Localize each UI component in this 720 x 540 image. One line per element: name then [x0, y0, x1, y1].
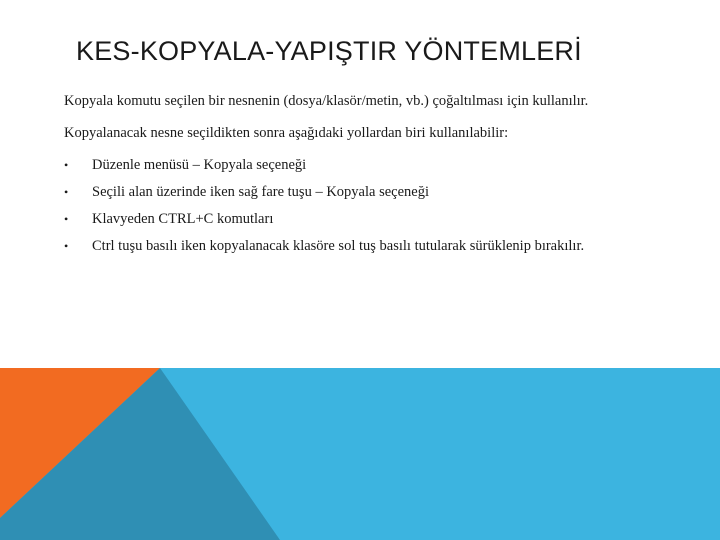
bullet-item: [64, 183, 624, 201]
slide-title: KES-KOPYALA-YAPIŞTIR YÖNTEMLERİ: [76, 36, 582, 66]
bullet-list: [64, 156, 624, 255]
bullet-item: [64, 237, 624, 255]
bullet-icon: •: [64, 158, 69, 172]
bullet-text: Ctrl tuşu basılı iken kopyalanacak klasöre sol tuş basılı tutularak sürüklenip bırakılır.: [92, 238, 585, 254]
bullet-item: [64, 156, 624, 174]
body-paragraph: Kopyalanacak nesne seçildikten sonra aşağıdaki yollardan biri kullanılabilir:: [64, 125, 509, 141]
bullet-icon: •: [64, 239, 69, 253]
bullet-icon: •: [64, 212, 69, 226]
bullet-icon: •: [64, 185, 69, 199]
bullet-text: Klavyeden CTRL+C komutları: [92, 211, 274, 227]
bullet-item: [64, 210, 624, 228]
body-paragraph: Kopyala komutu seçilen bir nesnenin (dosya/klasör/metin, vb.) çoğaltılması için kullanılır.: [64, 93, 589, 109]
decorative-footer-shapes: [0, 368, 720, 540]
bullet-text: Düzenle menüsü – Kopyala seçeneği: [92, 157, 307, 173]
slide-body: [64, 92, 624, 264]
bullet-text: Seçili alan üzerinde iken sağ fare tuşu – Kopyala seçeneği: [92, 184, 429, 200]
